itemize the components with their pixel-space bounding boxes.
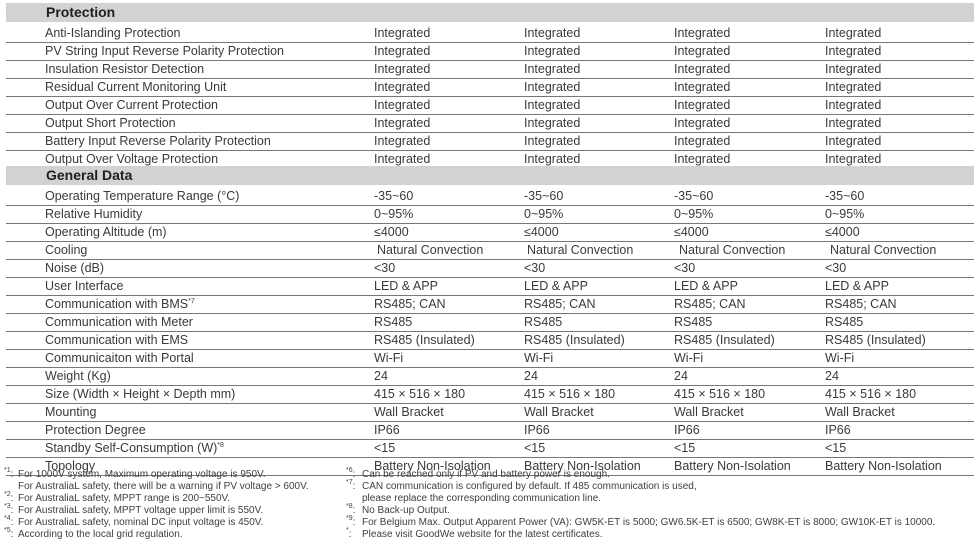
row-label [45, 79, 226, 96]
cell-model-3: LED & APP [674, 279, 738, 293]
row-label [45, 97, 218, 114]
footnote-text: For AustraliaL safety, nominal DC input voltage is 450V. [18, 517, 264, 528]
cell-model-2: Integrated [524, 62, 581, 76]
cell-model-4: <15 [825, 441, 847, 455]
footnote-mark: $^{*5}$: [4, 527, 14, 540]
cell-model-2: Battery Non-Isolation [524, 459, 641, 473]
cell-model-1: 24 [374, 369, 388, 383]
row-label [45, 115, 176, 132]
cell-model-4: RS485 [825, 315, 864, 329]
cell-model-1: Wall Bracket [374, 405, 444, 419]
footnote-text: Can be reached only if PV and battery power is enough. [362, 469, 610, 480]
cell-model-1: RS485 [374, 315, 413, 329]
footnote-text: Please visit GoodWe website for the latest certificates. [362, 529, 603, 540]
cell-model-1: Battery Non-Isolation [374, 459, 491, 473]
table-row [6, 97, 974, 115]
section-header-protection [6, 3, 974, 22]
footnote-mark: $^{*3}$: [4, 503, 14, 516]
section-header-general-data [6, 166, 974, 185]
footnote-mark: $^{*9}$: [346, 515, 356, 528]
cell-model-3: Integrated [674, 134, 731, 148]
cell-model-4: RS485 (Insulated) [825, 333, 926, 347]
cell-model-4: Integrated [825, 44, 882, 58]
protection-table [6, 25, 974, 169]
row-label-text: Output Over Voltage Protection [45, 152, 219, 166]
row-label-text: Anti-Islanding Protection [45, 26, 181, 40]
cell-model-4: 0~95% [825, 207, 865, 221]
row-label-text: Communication with BMS [45, 297, 189, 311]
table-row [6, 25, 974, 43]
cell-model-2: Integrated [524, 44, 581, 58]
row-label-text: Topology [45, 459, 96, 473]
table-row [6, 242, 974, 260]
row-label [45, 368, 111, 385]
cell-model-4: -35~60 [825, 189, 865, 203]
row-label [45, 314, 193, 331]
cell-model-3: Integrated [674, 44, 731, 58]
table-row [6, 440, 974, 458]
row-label-text: Communication with Meter [45, 315, 193, 329]
cell-model-3: Integrated [674, 62, 731, 76]
cell-model-2: Integrated [524, 98, 581, 112]
table-row [6, 368, 974, 386]
table-row [6, 188, 974, 206]
footnote-mark: $^{*7}$: [346, 479, 356, 492]
table-row [6, 260, 974, 278]
footnote [4, 517, 309, 529]
footnote-ref: *8 [217, 442, 224, 449]
cell-model-1: Integrated [374, 44, 431, 58]
cell-model-2: <30 [524, 261, 546, 275]
table-row [6, 404, 974, 422]
table-row [6, 115, 974, 133]
cell-model-3: ≤4000 [674, 225, 709, 239]
table-row [6, 386, 974, 404]
cell-model-4: Integrated [825, 98, 882, 112]
row-label-text: Insulation Resistor Detection [45, 62, 205, 76]
row-label [45, 332, 188, 349]
row-label-text: Operating Altitude (m) [45, 225, 167, 239]
row-label-text: Operating Temperature Range (°C) [45, 189, 240, 203]
cell-model-3: Integrated [674, 116, 731, 130]
footnote [346, 493, 935, 505]
row-label [45, 260, 104, 277]
cell-model-3: RS485 (Insulated) [674, 333, 775, 347]
cell-model-1: -35~60 [374, 189, 414, 203]
cell-model-1: 0~95% [374, 207, 414, 221]
footnote [4, 493, 309, 505]
footnote-text: For Belgium Max. Output Apparent Power (VA): GW5K-ET is 5000; GW6.5K-ET is 6500; GW8K-ET is 8000; GW10K-ET is 10000. [362, 517, 936, 528]
row-label-text: User Interface [45, 279, 124, 293]
cell-model-4: Natural Convection [830, 243, 937, 257]
footnote-mark: *: [346, 527, 352, 540]
cell-model-3: <30 [674, 261, 696, 275]
table-row [6, 296, 974, 314]
row-label-text: Size (Width × Height × Depth mm) [45, 387, 236, 401]
cell-model-4: <30 [825, 261, 847, 275]
cell-model-1: Integrated [374, 26, 431, 40]
cell-model-3: -35~60 [674, 189, 714, 203]
cell-model-2: RS485 (Insulated) [524, 333, 625, 347]
row-label-text: Residual Current Monitoring Unit [45, 80, 227, 94]
footnote [4, 529, 309, 541]
row-label-text: Output Over Current Protection [45, 98, 218, 112]
footnote-text: CAN communication is configured by default. If 485 communication is used, [362, 481, 697, 492]
cell-model-4: 415 × 516 × 180 [825, 387, 917, 401]
row-label [45, 296, 195, 313]
footnote-text: please replace the corresponding communication line. [362, 493, 602, 504]
cell-model-4: ≤4000 [825, 225, 860, 239]
cell-model-1: Integrated [374, 134, 431, 148]
cell-model-1: Natural Convection [377, 243, 484, 257]
cell-model-2: ≤4000 [524, 225, 559, 239]
row-label [45, 350, 194, 367]
cell-model-3: RS485; CAN [674, 297, 746, 311]
row-label-text: Protection Degree [45, 423, 146, 437]
cell-model-3: Wall Bracket [674, 405, 744, 419]
cell-model-3: IP66 [674, 423, 700, 437]
footnote [4, 481, 309, 493]
row-label [45, 43, 284, 60]
table-row [6, 350, 974, 368]
footnote-text: For 1000V system, Maximum operating voltage is 950V. [18, 469, 266, 480]
row-label [45, 242, 87, 259]
footnote-mark: $^{*1}$: [4, 467, 14, 480]
row-label [45, 386, 235, 403]
row-label [45, 422, 146, 439]
footnote-text: No Back-up Output. [362, 505, 450, 516]
cell-model-4: Battery Non-Isolation [825, 459, 942, 473]
footnote [346, 517, 935, 529]
cell-model-4: Integrated [825, 62, 882, 76]
row-label [45, 206, 142, 223]
cell-model-4: Wall Bracket [825, 405, 895, 419]
cell-model-3: <15 [674, 441, 696, 455]
cell-model-3: Integrated [674, 98, 731, 112]
cell-model-4: LED & APP [825, 279, 889, 293]
cell-model-2: Wi-Fi [524, 351, 554, 365]
cell-model-1: Wi-Fi [374, 351, 404, 365]
cell-model-1: 415 × 516 × 180 [374, 387, 466, 401]
row-label-text: Communication with EMS [45, 333, 189, 347]
cell-model-2: 0~95% [524, 207, 564, 221]
cell-model-4: Integrated [825, 116, 882, 130]
row-label-text: PV String Input Reverse Polarity Protection [45, 44, 285, 58]
cell-model-3: Battery Non-Isolation [674, 459, 791, 473]
cell-model-3: RS485 [674, 315, 713, 329]
cell-model-1: Integrated [374, 98, 431, 112]
footnote [4, 469, 309, 481]
row-label [45, 278, 124, 295]
cell-model-1: <15 [374, 441, 396, 455]
cell-model-1: Integrated [374, 80, 431, 94]
cell-model-4: 24 [825, 369, 839, 383]
footnote [346, 469, 935, 481]
footnote-mark: $^{*8}$: [346, 503, 356, 516]
cell-model-4: Wi-Fi [825, 351, 855, 365]
footnote-text: For AustraliaL safety, MPPT voltage upper limit is 550V. [18, 505, 264, 516]
table-row [6, 224, 974, 242]
cell-model-2: Wall Bracket [524, 405, 594, 419]
row-label [45, 440, 224, 457]
general-data-table [6, 188, 974, 476]
table-row [6, 61, 974, 79]
row-label [45, 188, 239, 205]
cell-model-1: ≤4000 [374, 225, 409, 239]
cell-model-3: 24 [674, 369, 688, 383]
cell-model-2: IP66 [524, 423, 550, 437]
footnote [346, 481, 935, 493]
cell-model-1: <30 [374, 261, 396, 275]
cell-model-3: Integrated [674, 80, 731, 94]
cell-model-2: LED & APP [524, 279, 588, 293]
cell-model-2: RS485 [524, 315, 563, 329]
row-label-text: Battery Input Reverse Polarity Protection [45, 134, 271, 148]
cell-model-2: Integrated [524, 80, 581, 94]
footnotes-right [346, 469, 935, 541]
row-label-text: Noise (dB) [45, 261, 105, 275]
table-row [6, 79, 974, 97]
table-row [6, 278, 974, 296]
footnote [4, 505, 309, 517]
cell-model-4: RS485; CAN [825, 297, 897, 311]
footnote-text: For AustraliaL safety, there will be a warning if PV voltage > 600V. [18, 481, 309, 492]
cell-model-1: Integrated [374, 62, 431, 76]
row-label-text: Cooling [45, 243, 88, 257]
row-label [45, 224, 167, 241]
row-label-text: Standby Self-Consumption (W) [45, 441, 218, 455]
row-label [45, 404, 96, 421]
cell-model-3: 415 × 516 × 180 [674, 387, 766, 401]
cell-model-1: RS485 (Insulated) [374, 333, 475, 347]
table-row [6, 314, 974, 332]
cell-model-4: Integrated [825, 26, 882, 40]
row-label-text: Output Short Protection [45, 116, 176, 130]
row-label [45, 133, 271, 150]
cell-model-3: 0~95% [674, 207, 714, 221]
cell-model-2: Integrated [524, 134, 581, 148]
footnote-mark: $^{*4}$: [4, 515, 14, 528]
cell-model-1: RS485; CAN [374, 297, 446, 311]
cell-model-2: 24 [524, 369, 538, 383]
footnote-text: For AustraliaL safety, MPPT range is 200~550V. [18, 493, 231, 504]
cell-model-3: Integrated [674, 152, 731, 166]
footnote [346, 505, 935, 517]
row-label-text: Communicaiton with Portal [45, 351, 194, 365]
footnote-ref: *7 [188, 298, 195, 305]
footnote-mark: $^{*6}$: [346, 467, 356, 480]
row-label-text: Mounting [45, 405, 97, 419]
cell-model-4: Integrated [825, 152, 882, 166]
cell-model-2: <15 [524, 441, 546, 455]
table-row [6, 332, 974, 350]
cell-model-1: LED & APP [374, 279, 438, 293]
footnote-mark: $^{*2}$: [4, 491, 14, 504]
table-row [6, 43, 974, 61]
cell-model-4: IP66 [825, 423, 851, 437]
row-label [45, 25, 181, 42]
section-title: General Data [46, 167, 133, 183]
cell-model-2: -35~60 [524, 189, 564, 203]
cell-model-3: Integrated [674, 26, 731, 40]
row-label-text: Relative Humidity [45, 207, 143, 221]
cell-model-2: Integrated [524, 116, 581, 130]
table-row [6, 422, 974, 440]
footnote-text: According to the local grid regulation. [18, 529, 183, 540]
cell-model-1: Integrated [374, 152, 431, 166]
section-title: Protection [46, 4, 116, 20]
cell-model-1: IP66 [374, 423, 400, 437]
row-label-text: Weight (Kg) [45, 369, 111, 383]
cell-model-3: Wi-Fi [674, 351, 704, 365]
cell-model-1: Integrated [374, 116, 431, 130]
cell-model-4: Integrated [825, 134, 882, 148]
table-row [6, 206, 974, 224]
footnote [346, 529, 935, 541]
cell-model-2: Natural Convection [527, 243, 634, 257]
cell-model-2: Integrated [524, 152, 581, 166]
cell-model-4: Integrated [825, 80, 882, 94]
cell-model-2: Integrated [524, 26, 581, 40]
table-row [6, 133, 974, 151]
row-label [45, 61, 204, 78]
cell-model-3: Natural Convection [679, 243, 786, 257]
cell-model-2: RS485; CAN [524, 297, 596, 311]
cell-model-2: 415 × 516 × 180 [524, 387, 616, 401]
footnotes-left [4, 469, 309, 541]
